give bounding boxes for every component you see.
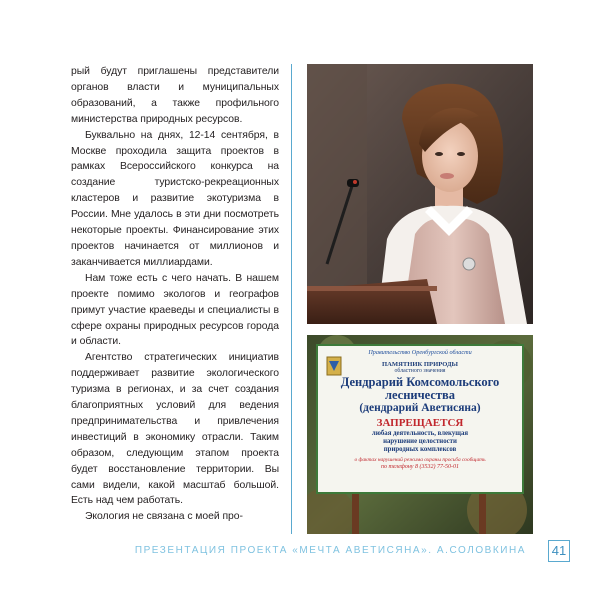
sign-monument-line1: ПАМЯТНИК ПРИРОДЫ [381,361,459,368]
speaker-photo [307,64,533,324]
article-paragraph: рый будут приглашены представители органов власти и муниципальных образований, а также профильного министерства природных ресурсов. [71,66,279,125]
article-paragraph: Нам тоже есть с чего начать. В нашем проекте помимо экологов и географов примут участие краеведы и специалисты в сфере охраны природных ресурсов города и области. [71,272,279,348]
sign-prohibited: ЗАПРЕЩАЕТСЯ [376,417,464,429]
speaker-photo-image [307,64,533,324]
sign-report-line2: по телефону 8 (3532) 77-50-01 [381,464,459,470]
sign-title-line2: лесничества [384,388,456,402]
sign-rule-line1: любая деятельность, влекущая [371,430,469,437]
sign-rule-line2: нарушение целостности [383,438,457,445]
sign-photo [307,335,533,534]
sign-title-line3: (дендрарий Аветисяна) [359,402,481,414]
article-text-column [71,64,279,525]
sign-text-overlay [317,345,523,493]
article-paragraph: Агентство стратегических инициатив поддерживает развитие экологического туризма в регионах, и за счет создания благоприятных условий для ведения предпринимательства и привлечения инвестиций в экономику отрасли. Таким образом, следующим этапом проекта будет восстановление территории. Вы сами видели, какой масштаб большой. Есть над чем работать. [71,352,279,507]
sign-monument-line2: областного значения [394,368,446,374]
footer-caption: ПРЕЗЕНТАЦИЯ ПРОЕКТА «МЕЧТА АВЕТИСЯНА». А.СОЛОВКИНА [134,545,526,556]
column-divider [291,64,292,534]
sign-rule-line3: природных комплексов [383,446,457,453]
sign-header: Правительство Оренбургской области [368,349,472,356]
sign-title-line1: Дендрарий Комсомольского [340,375,500,389]
article-paragraph: Буквально на днях, 12-14 сентября, в Москве проходила защита проектов в рамках Всероссийского конкурса на создание туристско-рекреационных кластеров и развитие экотуризма в России. Мне удалось в эти дни посмотреть некоторые проекты. Финансирование этих проектов начинается от миллионов и заканчивается миллиардами. [71,129,279,268]
article-paragraph: Экология не связана с моей про- [85,511,243,523]
page-number: 41 [548,540,570,562]
sign-report-line1: о фактах нарушений режима охраны просьба сообщать [354,457,486,463]
